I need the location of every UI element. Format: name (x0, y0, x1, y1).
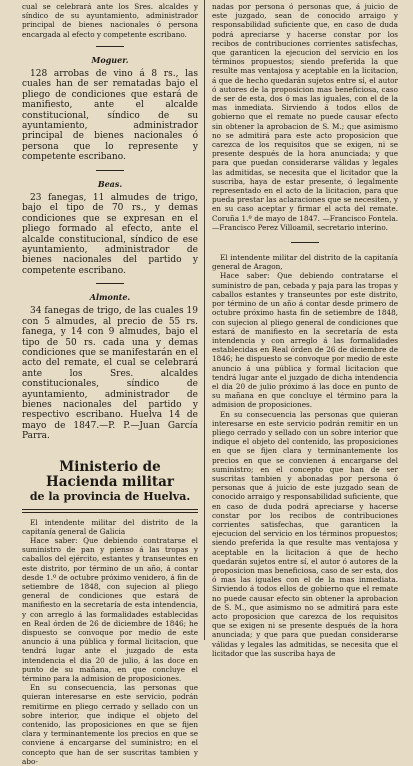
moguer-notice: 128 arrobas de vino á 8 rs., las cuales han de ser rematadas bajo el pliego de condiciones que estará de manifiesto, ante el alcalde constitucional, síndico de su ayuntamiento, administrador principal de bienes nacionales ó persona que lo represente y competente escribano. (22, 69, 198, 163)
ministry-subtitle: de la provincia de Huelva. (29, 489, 191, 503)
right-column (212, 0, 398, 658)
separator-rule (96, 46, 124, 47)
place-almonte: Almonte. (89, 292, 131, 303)
aragon-heading: El intendente militar del distrito de la capitanía general de Aragon, (212, 253, 398, 272)
ministry-title: Ministerio de Hacienda militar (46, 458, 174, 490)
title-rule (22, 509, 198, 513)
aragon-notice: Hace saber: Que debiendo contratarse el suministro de pan, cebada y paja para las tropas y caballos estantes y transeuntes por este distrito, por término de un año á contar desde primero de octubre próximo hasta fin de setiembre de 1848, con sujecion al pliego general de condiciones que estará de manifiesto en la secretaría de esta intendencia y con arreglo á las formalidades establecidas en Real órden de 26 de diciembre de 1846; he dispuesto se convoque por medio de este anuncio á una pública y formal licitacion que tendrá lugar ante el juzgado de dicha intendencia el dia 20 de julio próximo á las doce en punto de su mañana en que concluye el término para la admision de proposiciones. (212, 271, 398, 410)
place-moguer: Moguer. (91, 54, 129, 65)
galicia-notice-2: En su consecuencia, las personas que quieran interesarse en este servicio, podrán remitirme en pliego cerrado y sellado con un sobre interior, que indique el objeto del contenido, las proposiciones en que se fijen clara y terminantemente los precios en que se conviene á encargarse del suministro; en el concepto que han de ser suscritas tambien y abo- (22, 683, 198, 766)
right-continuation: nadas por persona ó personas que, á juicio de este juzgado, sean de conocido arraigo y responsabilidad suficiente que, en caso de duda podrá apreciarse y hacerse constar por los recibos de contribuciones corrientes satisfechas, que garanticen la ejecucion del servicio en los términos propuestos; siendo preferida la que resulte mas ventajosa y aceptable en la licitacion, á que de hecho quedarán sujetos entre sí, el autor ó autores de la proposicion mas beneficiosa, caso de ser de esta, dos ó mas las iguales, con el de la mas inmediata. Sirviendo á todos ellos de gobierno que el remate no puede causar efecto sin obtener la aprobacion de S. M.; que asimismo no se admitirá para este acto proposicion que carezca de los requisitos que se exigen, ni se presente después de la hora anunciada; y que para que puedan considerarse válidas y legales las admitidas, se necesita que el licitador que la suscriba, haya de estar presente, ó legalmente representado en el acto de la licitacion, para que pueda prestar las aclaraciones que se necesiten, y en su caso aceptar y firmar el acta del remate. Coruña 1.º de mayo de 1847. —Francisco Fontela.—Francisco Perez Villoamil, secretario interino. (212, 2, 398, 232)
beas-notice: 23 fanegas, 11 almudes de trigo, bajo el tipo de 70 rs., y demas condiciones que se expresan en el pliego formado al efecto, ante el alcalde constitucional, síndico de ese ayuntamiento, administrador de bienes nacionales del partido y competente escribano. (22, 192, 198, 276)
column-divider (204, 0, 205, 640)
galicia-heading: El intendente militar del distrito de la capitanía general de Galicia (22, 517, 198, 536)
galicia-notice: Hace saber: Que debiendo contratarse el suministro de pan y pienso á las tropas y caballos del ejército, estantes y transeuntes en este distrito, por término de un año, á contar desde 1.º de octubre próximo venidero, á fin de setiembre de 1848, con sujecion al pliego general de condiciones que estará de manifiesto en la secretaría de esta intendencia, y con arreglo á las formalidades establecidas en Real órden de 26 de diciembre de 1846; he dispuesto se convoque por medio de este anuncio á una pública y formal licitacion, que tendrá lugar ante el juzgado de esta intendencia el dia 20 de julio, á las doce en punto de su mañana, en que concluye el término para la admision de proposiciones. (22, 536, 198, 684)
left-intro: cual se celebrará ante los Sres. alcaldes y síndico de su ayuntamiento, administrador principal de bienes nacionales ó persona encargada al efecto y competente escribano. (22, 2, 198, 39)
almonte-notice: 34 fanegas de trigo, de las cuales 19 con 5 almudes, al precio de 55 rs. fanega, y 14 con 9 almudes, bajo el tipo de 50 rs. cada una y demas condiciones que se manifestarán en el acto del remate, el cual se celebrará ante los Sres. alcaldes constitucionales, síndico de ayuntamiento, administrador de bienes nacionales del partido y respectivo escribano. Huelva 14 de mayo de 1847.—P. P.—Juan García Parra. (22, 306, 198, 442)
separator-rule (291, 242, 319, 243)
left-column (22, 0, 198, 766)
separator-rule (96, 170, 124, 171)
aragon-notice-2: En su consecuencia las personas que quieran interesarse en este servicio podrán remitir en un pliego cerrado y sellado con un sobre interior que indique el objeto del contenido, las proposiciones en que se fijen clara y terminantemente los precios en que se convienen á encargarse del suministro; en el concepto que han de ser suscritas tambien y abonadas por persona ó personas que á juicio de este juzgado sean de conocido arraigo y responsabilidad suficiente, que en caso de duda podrá apreciarse y hacerse constar por los recibos de contribuciones corrientes satisfechas, que garanticen la ejecucion del servicio en los términos propuestos; siendo preferida la que resulte mas ventajosa y aceptable en la licitacion á que de hecho quedarán sujetos entre sí, el autor ó autores de la proposicion mas beneficiosa, caso de ser esta, dos ó mas las iguales con el de la mas inmediata. Sirviendo á todos ellos de gobierno que el remate no puede causar efecto sin obtener la aprobacion de S. M., que asimismo no se admitirá para este acto proposicion que carezca de los requisitos que se exigen ni se presente después de la hora anunciada; y que para que puedan considerarse válidas y legales las admitidas, se necesita que el licitador que las suscriba haya de (212, 409, 398, 658)
place-beas: Beas. (97, 178, 123, 189)
separator-rule (96, 283, 124, 284)
